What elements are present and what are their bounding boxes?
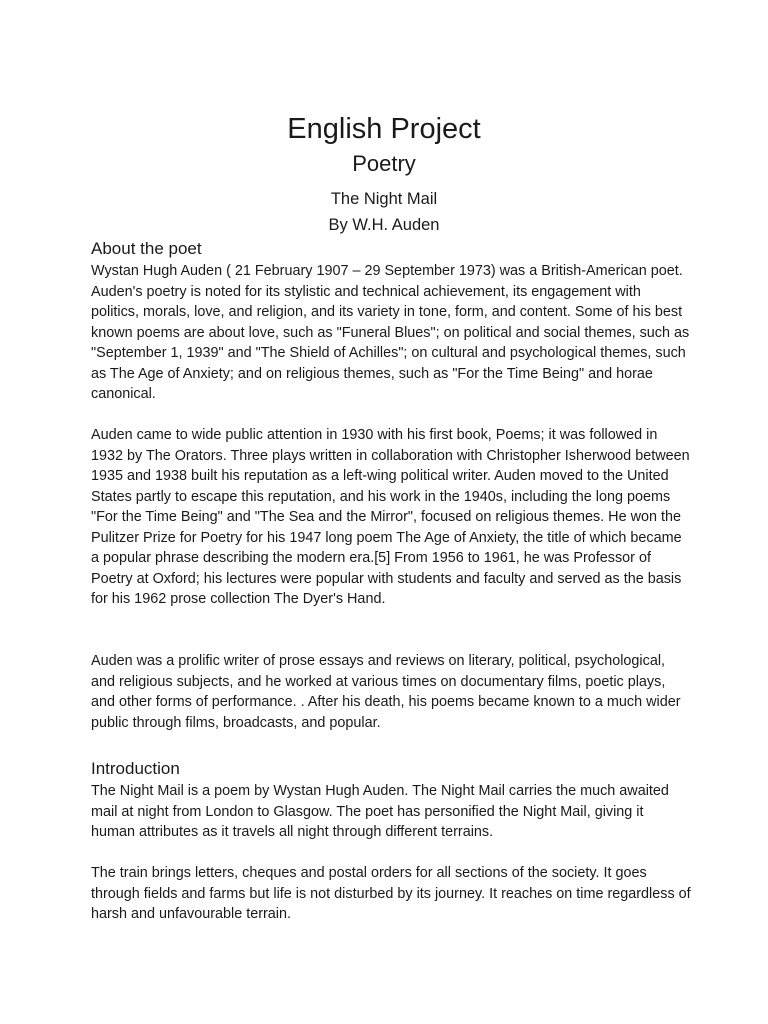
introduction-paragraph-2: The train brings letters, cheques and postal orders for all sections of the society. It goes through fields and farms but life is not disturbed by its journey. It reaches on time regardless of harsh and unfavourable terrain.	[91, 865, 691, 922]
about-paragraph-2: Auden came to wide public attention in 1930 with his first book, Poems; it was followed in 1932 by The Orators. Three plays written in collaboration with Christopher Isherwood between 1935 and 1938 built his reputation as a left-wing political writer. Auden moved to the United States partly to escape this reputation, and his work in the 1940s, including the long poems "For the Time Being" and "The Sea and the Mirror", focused on religious themes. He won the Pulitzer Prize for Poetry for his 1947 long poem The Age of Anxiety, the title of which became a popular phrase describing the modern era.[5] From 1956 to 1961, he was Professor of Poetry at Oxford; his lectures were popular with students and faculty and served as the basis for his 1962 prose collection The Dyer's Hand.	[91, 427, 690, 607]
about-poet-heading: About the poet	[91, 239, 202, 258]
document-subtitle: Poetry	[352, 151, 416, 176]
poem-title: The Night Mail	[330, 190, 438, 208]
introduction-heading: Introduction	[91, 759, 180, 778]
introduction-paragraph-1: The Night Mail is a poem by Wystan Hugh Auden. The Night Mail carries the much awaited mail at night from London to Glasgow. The poet has personified the Night Mail, giving it human attributes as it travels all night through different terrains.	[91, 783, 669, 840]
document-title: English Project	[287, 113, 481, 145]
about-paragraph-1: Wystan Hugh Auden ( 21 February 1907 – 29 September 1973) was a British-American poet. Auden's poetry is noted for its stylistic and technical achievement, its engagement with politics, morals, love, and religion, and its variety in tone, form, and content. Some of his best known poems are about love, such as "Funeral Blues"; on political and social themes, such as "September 1, 1939" and "The Shield of Achilles"; on cultural and psychological themes, such as The Age of Anxiety; and on religious themes, such as "For the Time Being" and horae canonical.	[91, 263, 690, 402]
about-paragraph-3: Auden was a prolific writer of prose essays and reviews on literary, political, psychological, and religious subjects, and he worked at various times on documentary films, poetic plays, and other forms of performance. . After his death, his poems became known to a much wider public through films, broadcasts, and popular.	[91, 653, 681, 731]
poem-author: By W.H. Auden	[328, 216, 440, 234]
